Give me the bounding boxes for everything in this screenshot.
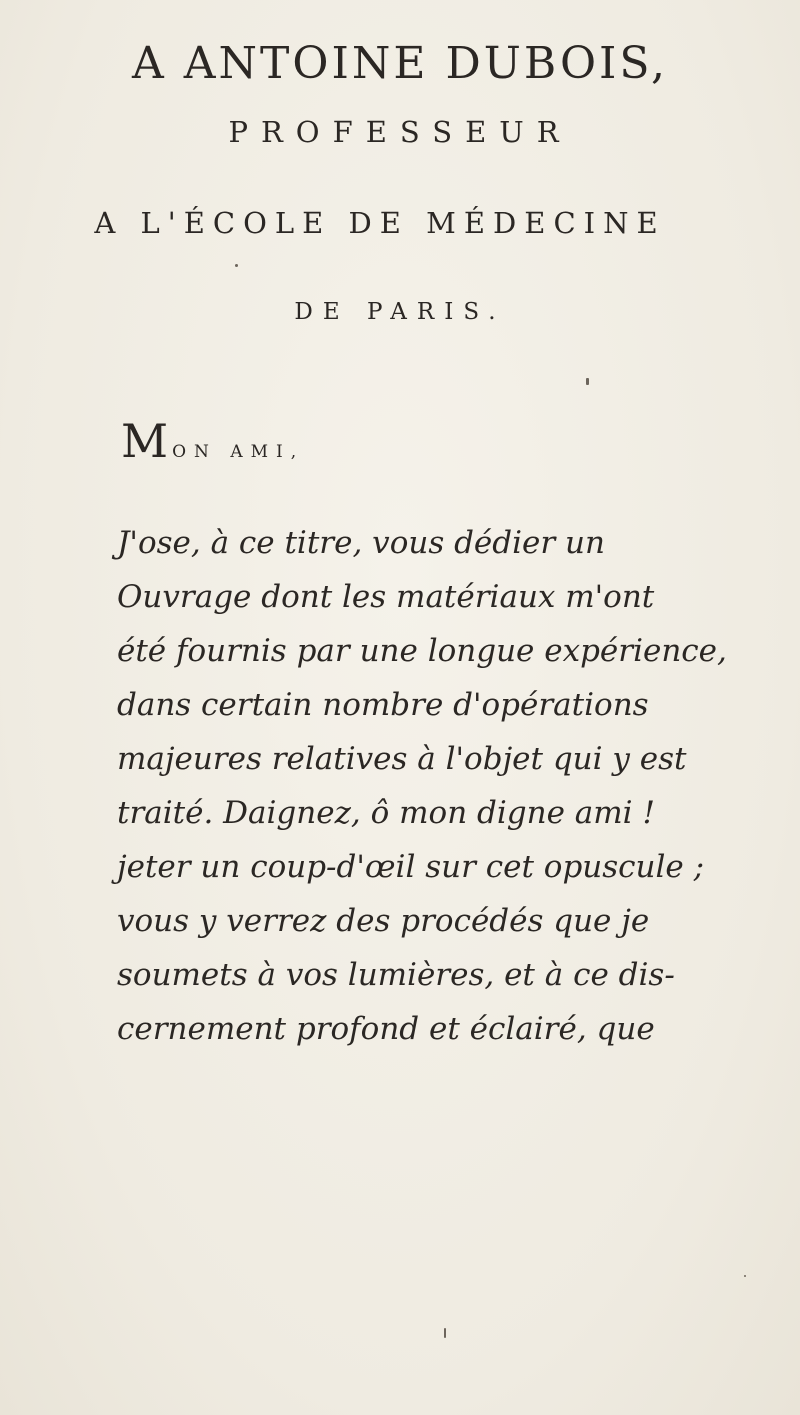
text-line: majeures relatives à l'objet qui y est (117, 741, 687, 777)
paper-speck (744, 1275, 746, 1277)
text-line: cernement profond et éclairé, que (117, 1011, 655, 1047)
text-line: vous y verrez des procédés que je (117, 903, 650, 939)
paper-speck (586, 378, 589, 385)
text-line: Ouvrage dont les matériaux m'ont (117, 579, 655, 615)
text-line: traité. Daignez, ô mon digne ami ! (117, 795, 655, 831)
text-line: été fournis par une longue expérience, (117, 633, 727, 669)
text-line: J'ose, à ce titre, vous dédier un (117, 525, 605, 561)
paper-speck (235, 264, 238, 267)
dedicatee-school: A L'ÉCOLE DE MÉDECINE (94, 206, 666, 240)
paper-speck (444, 1328, 446, 1338)
dedicatee-city: DE PARIS. (294, 299, 506, 325)
text-line: jeter un coup-d'œil sur cet opuscule ; (117, 849, 705, 885)
salutation-rest: ON AMI, (172, 442, 305, 462)
dedicatee-title: PROFESSEUR (228, 115, 572, 149)
dedicatee-name: A ANTOINE DUBOIS, (132, 38, 668, 89)
salutation-initial: M (121, 414, 169, 468)
salutation (121, 414, 305, 468)
text-line: soumets à vos lumières, et à ce dis- (117, 957, 675, 993)
text-line: dans certain nombre d'opérations (117, 687, 649, 723)
